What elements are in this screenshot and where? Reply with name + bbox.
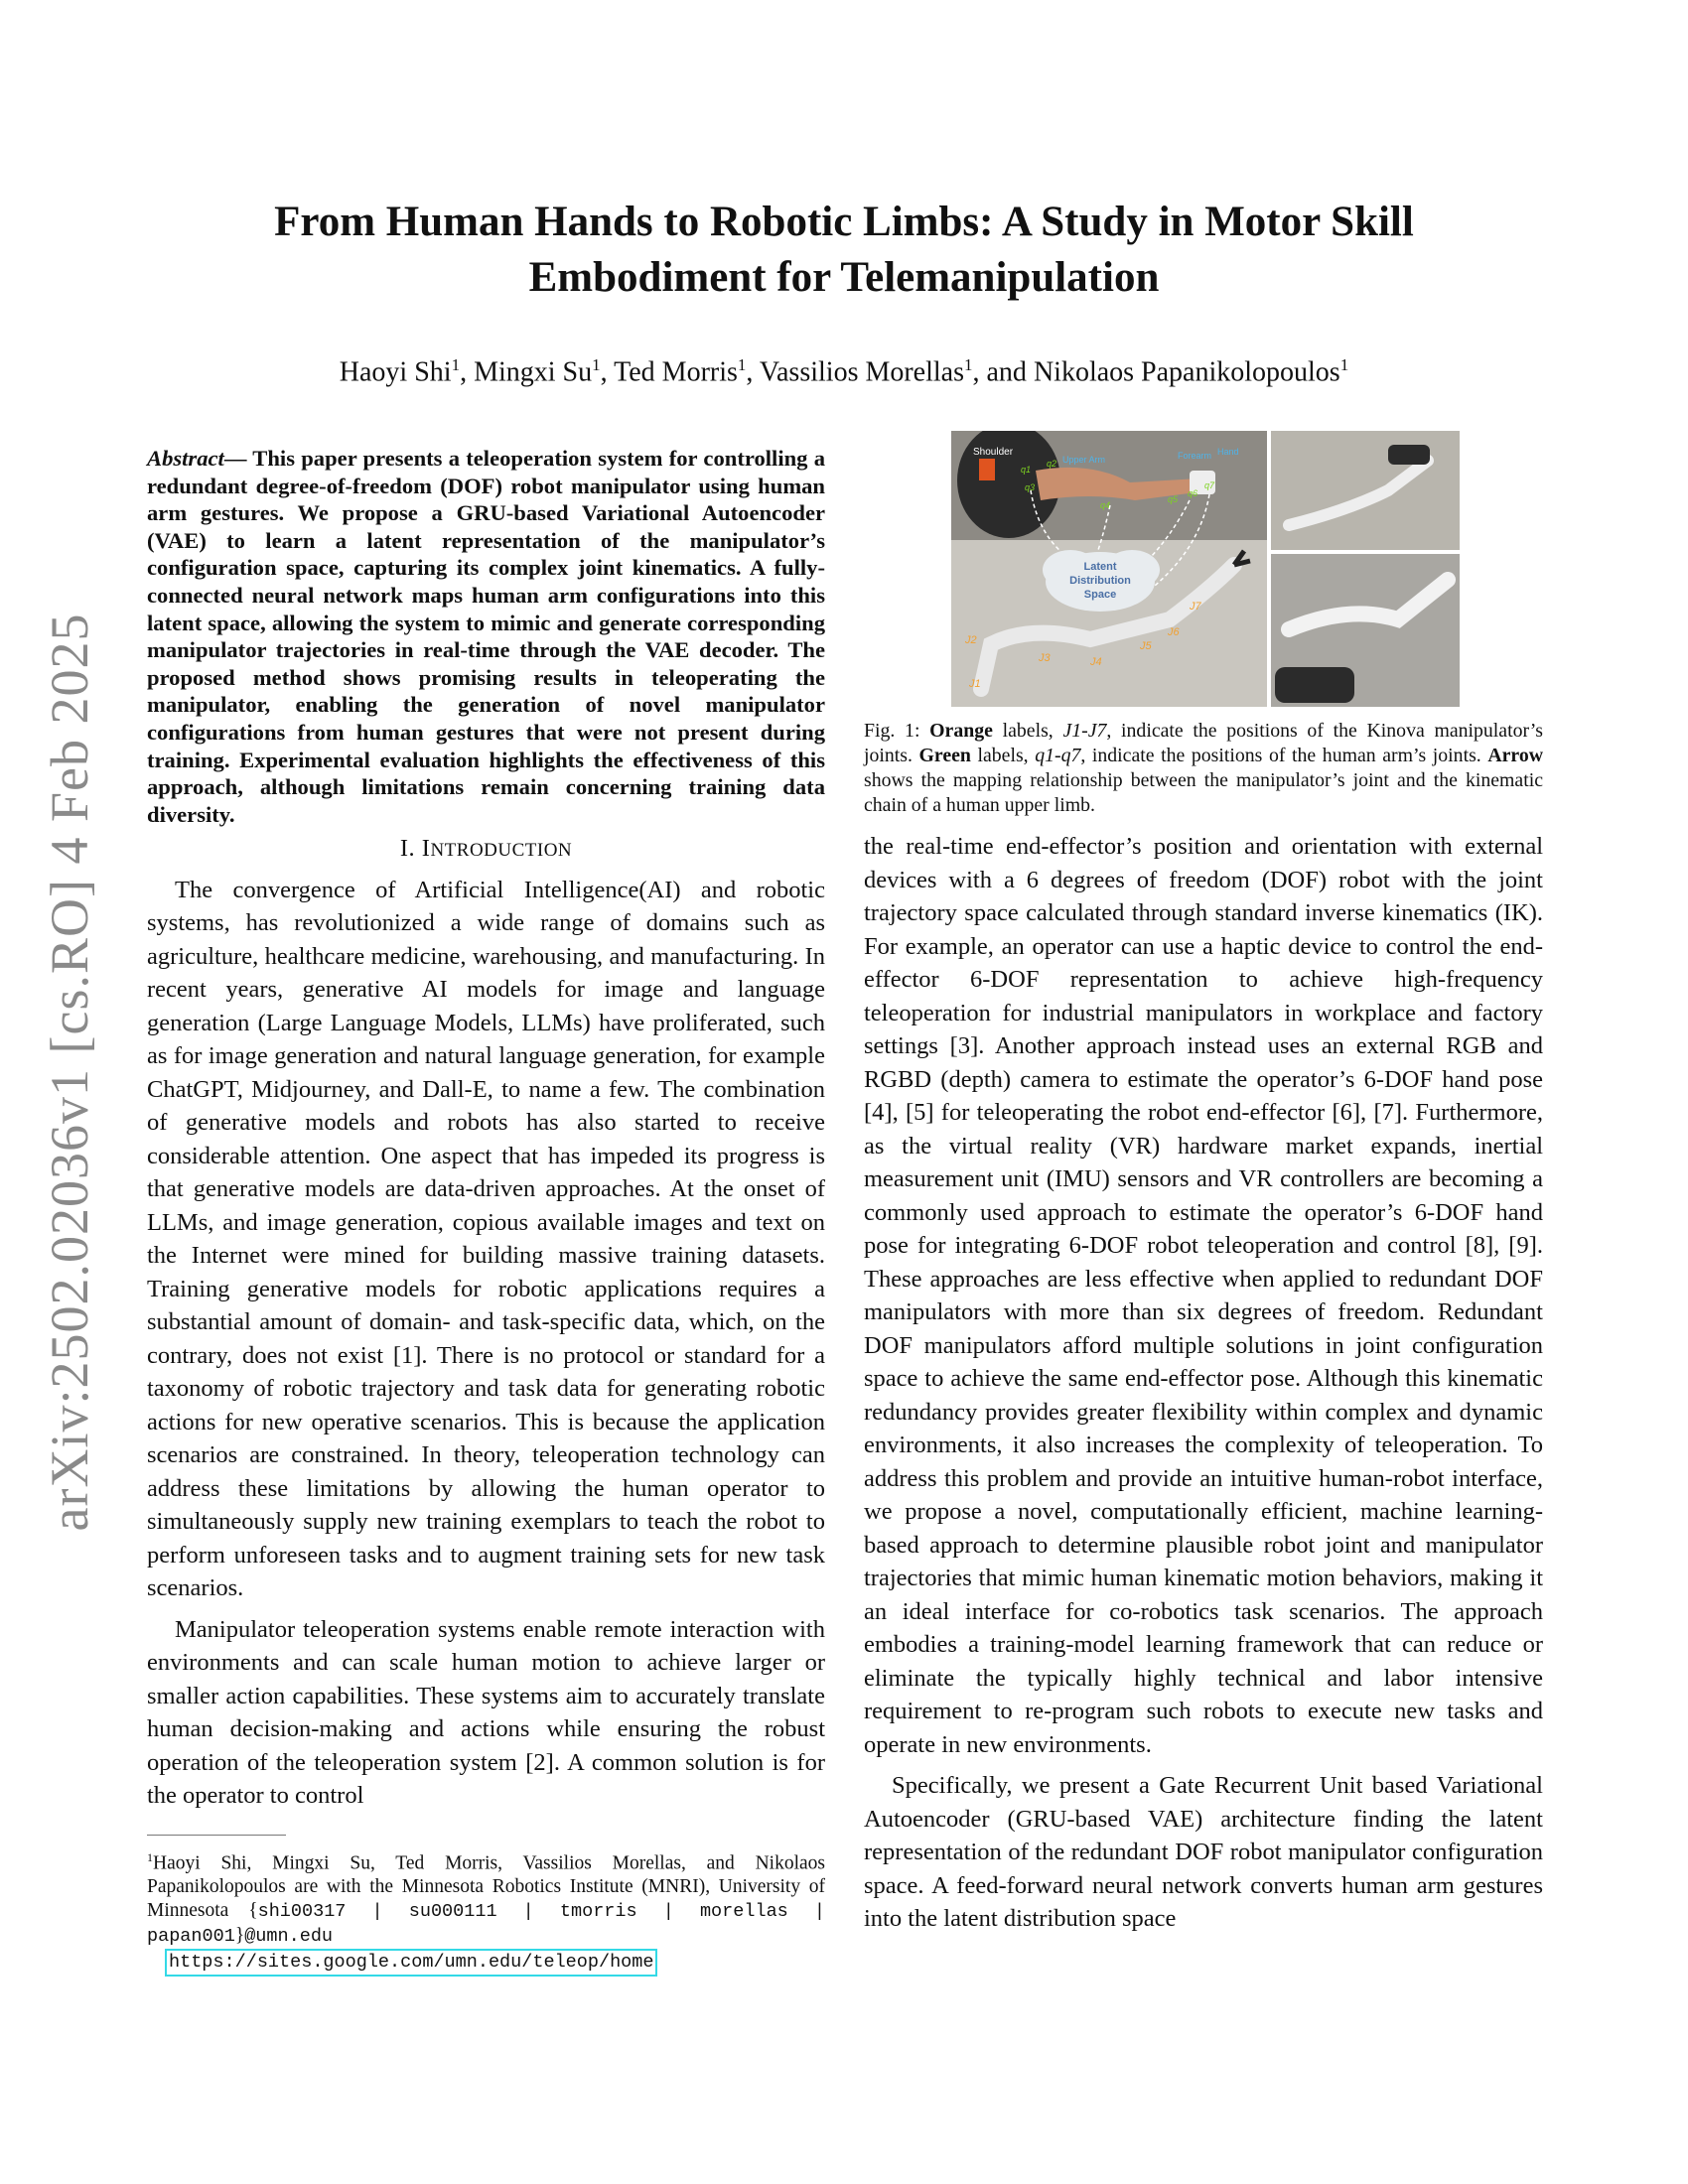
title-line-2: Embodiment for Telemanipulation [528,254,1160,301]
caption-j-range: J1-J7 [1062,720,1107,742]
arxiv-sidebar [30,613,109,1532]
cloud-label-line1: Latent [1083,561,1117,573]
footnote-divider [147,1835,286,1836]
intro-paragraph-1: The convergence of Artificial Intelligence(AI) and robotic systems, has revolutionized a wide range of domains such as agriculture, healthcare medicine, warehousing, and manufacturing. In recent years, generative AI models for image and language generation (Large Language Models, LLMs) have proliferated, such as for image generation and natural language generation, for example ChatGPT, Midjourney, and Dall-E, to name a few. The combination of generative models and robots has also started to receive considerable attention. One aspect that has impeded its progress is that generative models are data-driven approaches. At the onset of LLMs, and image generation, copious available images and text on the Internet were mined for building massive training datasets. Training generative models for robotic applications requires a substantial amount of domain- and task-specific data, which, on the contrary, does not exist [1]. There is no protocol or standard for a taxonomy of robotic trajectory and task data for generating robotic actions for new operative scenarios. This is because the application scenarios are constrained. In theory, teleoperation technology can address these limitations by allowing the human operator to simultaneously supply new training exemplars to teach the robot to perform unforeseen tasks and to augment training sets for new task scenarios. [147,876,825,1602]
emails-close-brace: } [234,1925,245,1947]
section-initial: I [421,835,431,863]
cloud-label-line2: Distribution [1069,575,1131,587]
label-upper-arm: Upper Arm [1062,455,1106,465]
label-q1: q1 [1021,465,1032,475]
figure-1-caption [864,719,1543,818]
abstract [147,445,825,828]
author-name: Mingxi Su [474,356,593,388]
title-line-1: From Human Hands to Robotic Limbs: A Study in Motor Skill [274,199,1414,245]
right-column [864,431,1543,1944]
label-q2: q2 [1047,459,1057,469]
imu-sensor-icon [979,459,995,480]
author-affiliation-mark: 1 [592,355,601,374]
email-domain: @umn.edu [244,1926,334,1948]
author-affiliation-mark: 1 [1339,355,1349,374]
caption-green: Green [918,745,971,766]
affiliation-footnote [147,1845,825,1978]
label-shoulder: Shoulder [973,447,1014,458]
intro-paragraph-2: Manipulator teleoperation systems enable remote interaction with environments and can scale human motion to achieve larger or smaller action capabilities. These systems aim to accurately translate human decision-making and actions while ensuring the robust operation of the teleoperation system [2]. A common solution is for the operator to control [147,1615,825,1810]
section-title-rest: NTRODUCTION [430,840,573,862]
author-affiliation-mark: 1 [451,355,461,374]
label-q5: q5 [1168,494,1179,504]
caption-part-2: , indicate the positions of the Kinova manipulator’s joints. [864,720,1543,766]
caption-part-5: shows the mapping relationship between the manipulator’s joint and the kinematic chain of a human upper limb. [864,769,1543,816]
author-name: Nikolaos Papanikolopoulos [1033,356,1340,388]
label-q4: q4 [1100,500,1111,510]
abstract-dash: — [223,446,247,471]
author-name: Vassilios Morellas [759,356,964,388]
label-j4: J4 [1090,656,1102,668]
caption-arrow: Arrow [1487,745,1543,766]
section-heading-introduction [147,832,825,868]
caption-orange: Orange [929,720,993,742]
left-column [147,445,825,1977]
abstract-text: This paper presents a teleoperation system for controlling a redundant degree-of-freedom (DOF) robot manipulator using human arm gestures. We propose a GRU-based Variational Autoencoder (VAE) to learn a latent representation of the manipulator’s configuration space, capturing its complex joint kinematics. A fully-connected neural network maps human arm configurations into this latent space, allowing the system to mimic and generate corresponding manipulator trajectories in real-time through the VAE decoder. The proposed method shows promising results in teleoperating the manipulator, enabling the generation of novel manipulator configurations from human gestures that were not present during training. Experimental evaluation highlights the effectiveness of this approach, although limitations remain concerning training data diversity. [147,446,825,827]
author-affiliation-mark: 1 [737,355,747,374]
footnote-text: Haoyi Shi, Mingxi Su, Ted Morris, Vassilios Morellas, and Nikolaos Papanikolopoulos are with the Minnesota Robotics Institute (MNRI), University of Minnesota [147,1852,825,1922]
cloud-label-line3: Space [1083,589,1117,601]
human-hand-bottom-icon [1275,667,1354,703]
label-forearm: Forearm [1178,451,1212,461]
author-name: Ted Morris [614,356,738,388]
author-emails: shi00317 | su000111 | tmorris | morellas | papan001 [147,1901,825,1948]
right-paragraph-1: the real-time end-effector’s position and orientation with external devices with a 6 degrees of freedom (DOF) robot with the joint trajectory space calculated through standard inverse kinematics (IK). For example, an operator can use a haptic device to control the end-effector 6-DOF representation to achieve high-frequency teleoperation for industrial manipulators in workplace and factory settings [3]. Another approach instead uses an external RGB and RGBD (depth) camera to estimate the operator’s 6-DOF hand pose [4], [5] for teleoperating the robot end-effector [6], [7]. Furthermore, as the virtual reality (VR) hardware market expands, inertial measurement unit (IMU) sensors and VR controllers are becoming a commonly used approach to estimate the operator’s 6-DOF hand pose for integrating 6-DOF robot teleoperation and control [8], [9]. These approaches are less effective when applied to redundant DOF manipulators with more than six degrees of freedom. Redundant DOF manipulators afford multiple solutions in joint configuration space to achieve the same end-effector pose. Although this kinematic redundancy provides greater flexibility within complex and dynamic environments, it also increases the complexity of teleoperation. To address this problem and provide an intuitive human-robot interface, we propose a novel, computationally efficient, machine learning-based approach to determine plausible robot joint and manipulator trajectories that mimic human kinematic motion behaviors, making it an ideal interface for co-robotics task scenarios. The approach embodies a training-model learning framework that can reduce or eliminate the typically highly technical and labor intensive requirement to re-program such robots to execute new tasks and operate in new environments. [864,833,1543,1758]
caption-part-4: , indicate the positions of the human arm’s joints. [1080,745,1488,766]
project-url-link[interactable]: https://sites.google.com/umn.edu/teleop/home [165,1949,657,1977]
caption-part-3: labels, [970,745,1036,766]
label-j1: J1 [969,678,981,690]
label-j5: J5 [1140,640,1152,652]
right-paragraph-2: Specifically, we present a Gate Recurrent Unit based Variational Autoencoder (GRU-based VAE) architecture finding the latent representation of the redundant DOF robot manipulator configuration space. A feed-forward neural network converts human arm gestures into the latent distribution space [864,1772,1543,1932]
footnote-mark: 1 [147,1849,153,1864]
abstract-label: Abstract [147,446,224,471]
label-j7: J7 [1190,601,1201,613]
paper-title [169,195,1519,306]
label-q7: q7 [1204,480,1215,490]
label-j2: J2 [965,634,977,646]
author-list: Haoyi Shi$^1$, Mingxi Su$^1$, Ted Morris$^1$, Vassilios Morellas$^1$, and Nikolaos Papanikolopoulos$^1$ [339,355,1349,388]
arxiv-identifier: arXiv:2502.02036v1 [cs.RO] 4 Feb 2025 [40,613,99,1532]
caption-prefix: Fig. 1: [864,720,930,742]
figure-top-right-panel [1271,431,1460,550]
section-number: I. [399,835,416,863]
caption-part-1: labels, [992,720,1063,742]
figure-1 [951,431,1460,707]
figure-1-illustration [951,431,1460,707]
label-hand: Hand [1217,447,1239,457]
label-j3: J3 [1039,652,1051,664]
label-q6: q6 [1188,488,1198,498]
emails-open-brace: { [248,1900,258,1922]
author-affiliation-mark: 1 [964,355,973,374]
human-hand-top-icon [1388,445,1430,465]
label-q3: q3 [1025,482,1036,492]
author-name: Haoyi Shi [339,356,452,388]
label-j6: J6 [1168,626,1180,638]
caption-q-range: q1-q7 [1035,745,1081,766]
